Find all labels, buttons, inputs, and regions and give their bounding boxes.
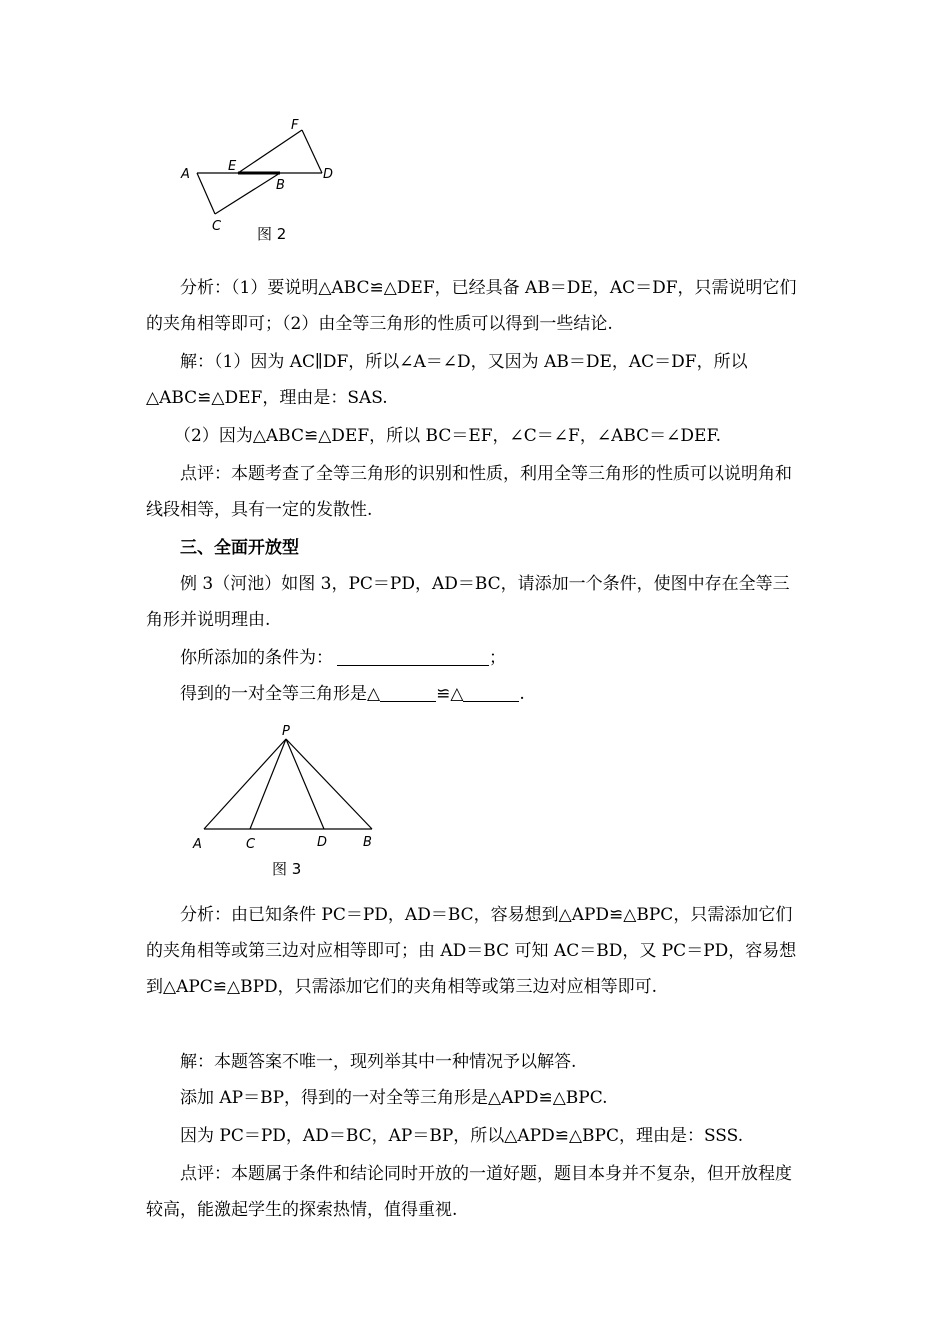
segment-pb [286,739,372,829]
point-label-b: B [276,178,285,193]
analysis-paragraph-1: 分析：（1）要说明△ABC≌△DEF，已经具备 AB＝DE，AC＝DF，只需说明它们的夹角相等即可；（2）由全等三角形的性质可以得到一些结论. [146,278,797,334]
point-label-d: D [317,835,328,850]
figure-3-diagram [185,720,385,882]
point-label-p: P [282,724,290,739]
figure-2-diagram [170,110,350,250]
fill-in-condition-end: ； [489,648,506,668]
comment-paragraph-1: 点评：本题考查了全等三角形的识别和性质，利用全等三角形的性质可以说明角和线段相等，具有一定的发散性. [146,464,792,520]
fill-in-triangles-line [146,676,806,712]
segment-cb [215,173,280,214]
point-label-b: B [363,835,372,850]
solution-paragraph-1: 解：（1）因为 AC∥DF，所以∠A＝∠D，又因为 AB＝DE，AC＝DF，所以△ABC≌△DEF，理由是：SAS. [146,352,748,408]
fill-in-triangles-label: 得到的一对全等三角形是△ [180,684,381,704]
solution-proof: 因为 PC＝PD，AD＝BC，AP＝BP，所以△APD≌△BPC，理由是：SSS. [180,1126,744,1146]
point-label-c: C [212,219,222,234]
segment-pa [204,739,286,829]
point-label-d: D [323,167,334,182]
point-label-a: A [181,167,190,182]
solution-paragraph-2: （2）因为△ABC≌△DEF，所以 BC＝EF，∠C＝∠F，∠ABC＝∠DEF. [174,426,722,446]
analysis-paragraph-2: 分析：由已知条件 PC＝PD，AD＝BC，容易想到△APD≌△BPC，只需添加它们的夹角相等或第三边对应相等即可；由 AD＝BC 可知 AC＝BD，又 PC＝PD，容易想到△APC≌△BPD，只需添加它们的夹角相等或第三边对应相等即可. [146,905,797,997]
fill-in-condition-label: 你所添加的条件为： [180,648,333,668]
segment-pd [286,739,324,829]
point-label-f: F [291,118,299,133]
section-heading-3: 三、全面开放型 [180,538,299,558]
segment-pc [250,739,286,829]
solution-added-condition: 添加 AP＝BP，得到的一对全等三角形是△APD≌△BPC. [180,1088,608,1108]
figure-2-caption: 图 2 [257,225,287,243]
triangle-1-blank[interactable] [380,681,436,702]
solution-intro: 解：本题答案不唯一，现列举其中一种情况予以解答. [180,1052,577,1072]
segment-fd [302,130,322,173]
comment-paragraph-2: 点评：本题属于条件和结论同时开放的一道好题，题目本身并不复杂，但开放程度较高，能激起学生的探索热情，值得重视. [146,1164,792,1220]
figure-3 [185,720,385,882]
fill-in-triangles-end: . [519,684,525,704]
congruent-symbol: ≌△ [436,684,464,704]
figure-3-caption: 图 3 [272,860,302,878]
figure-2 [170,110,350,250]
triangle-2-blank[interactable] [463,681,519,702]
condition-answer-blank[interactable] [337,645,489,666]
point-label-e: E [228,159,237,174]
point-label-c: C [246,837,256,852]
point-label-a: A [193,837,202,852]
example-3-statement: 例 3（河池）如图 3，PC＝PD，AD＝BC，请添加一个条件，使图中存在全等三角形并说明理由. [146,574,790,630]
fill-in-condition-line [146,640,806,676]
segment-ef [238,130,302,173]
segment-ac [197,173,215,214]
